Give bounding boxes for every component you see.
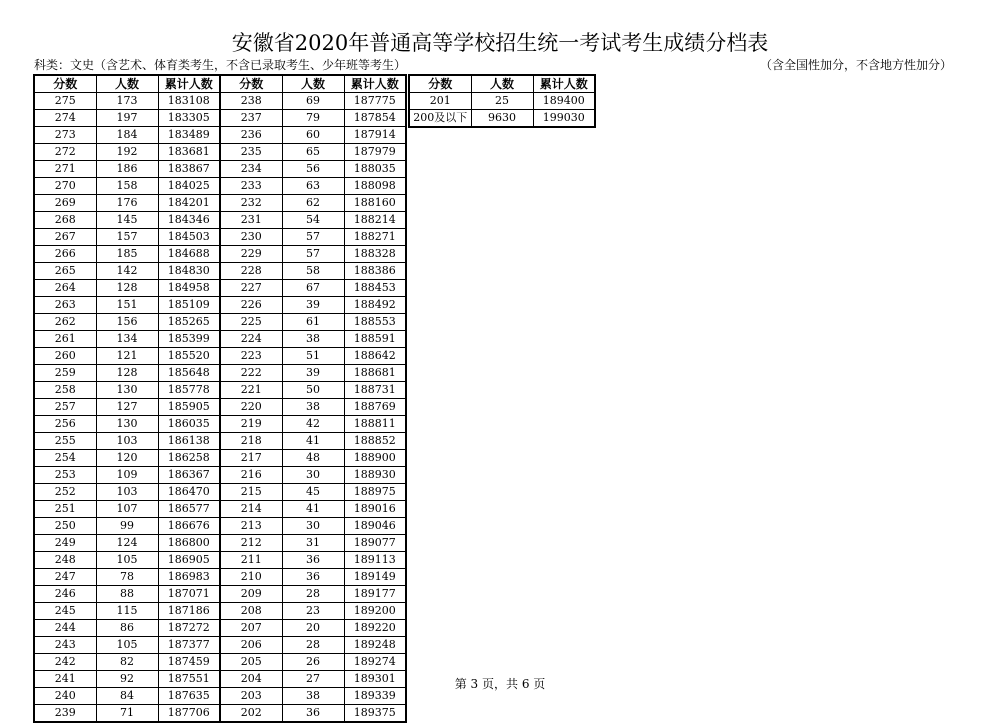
table-cell: 188591	[344, 331, 406, 348]
table-cell: 188975	[344, 484, 406, 501]
table-row	[34, 178, 406, 195]
table-row	[34, 518, 406, 535]
table-cell: 238	[220, 93, 282, 110]
table-cell: 189077	[344, 535, 406, 552]
table-row	[34, 705, 406, 723]
table-cell: 254	[34, 450, 96, 467]
page-footer: 第 3 页，共 6 页	[454, 677, 546, 691]
table-cell: 27	[282, 671, 344, 688]
table-cell: 173	[96, 93, 158, 110]
table-cell: 188160	[344, 195, 406, 212]
table-cell: 78	[96, 569, 158, 586]
table-cell: 214	[220, 501, 282, 518]
table-cell: 222	[220, 365, 282, 382]
table-cell: 128	[96, 280, 158, 297]
table-cell: 209	[220, 586, 282, 603]
header-cumulative: 累计人数	[158, 75, 220, 93]
table-cell: 189301	[344, 671, 406, 688]
table-cell: 185109	[158, 297, 220, 314]
table-cell: 145	[96, 212, 158, 229]
table-cell: 275	[34, 93, 96, 110]
table-cell: 220	[220, 399, 282, 416]
header-count: 人数	[471, 75, 533, 93]
table-cell: 183305	[158, 110, 220, 127]
table-cell: 188900	[344, 450, 406, 467]
table-cell: 57	[282, 229, 344, 246]
table-cell: 185399	[158, 331, 220, 348]
table-cell: 258	[34, 382, 96, 399]
bonus-note: （含全国性加分，不含地方性加分）	[759, 58, 952, 72]
table-cell: 42	[282, 416, 344, 433]
table-cell: 48	[282, 450, 344, 467]
table-cell: 57	[282, 246, 344, 263]
table-row	[409, 93, 595, 110]
table-cell: 187186	[158, 603, 220, 620]
table-cell: 185648	[158, 365, 220, 382]
table-cell: 188328	[344, 246, 406, 263]
table-cell: 158	[96, 178, 158, 195]
table-cell: 259	[34, 365, 96, 382]
table-cell: 188930	[344, 467, 406, 484]
table-cell: 188271	[344, 229, 406, 246]
table-cell: 184830	[158, 263, 220, 280]
table-cell: 39	[282, 297, 344, 314]
table-cell: 199030	[533, 110, 595, 128]
table-cell: 237	[220, 110, 282, 127]
table-cell: 216	[220, 467, 282, 484]
table-cell: 185778	[158, 382, 220, 399]
table-cell: 241	[34, 671, 96, 688]
table-cell: 187979	[344, 144, 406, 161]
table-cell: 229	[220, 246, 282, 263]
table-cell: 86	[96, 620, 158, 637]
table-cell: 187272	[158, 620, 220, 637]
table-cell: 253	[34, 467, 96, 484]
table-cell: 248	[34, 552, 96, 569]
table-cell: 67	[282, 280, 344, 297]
table-cell: 272	[34, 144, 96, 161]
table-cell: 260	[34, 348, 96, 365]
table-row	[34, 331, 406, 348]
table-cell: 274	[34, 110, 96, 127]
table-cell: 185265	[158, 314, 220, 331]
table-cell: 184025	[158, 178, 220, 195]
table-cell: 184958	[158, 280, 220, 297]
table-cell: 219	[220, 416, 282, 433]
table-header-row	[34, 75, 406, 93]
table-cell: 183489	[158, 127, 220, 144]
table-cell: 23	[282, 603, 344, 620]
table-cell: 82	[96, 654, 158, 671]
table-cell: 88	[96, 586, 158, 603]
table-cell: 63	[282, 178, 344, 195]
table-cell: 266	[34, 246, 96, 263]
table-cell: 223	[220, 348, 282, 365]
table-cell: 183867	[158, 161, 220, 178]
table-cell: 232	[220, 195, 282, 212]
header-count: 人数	[282, 75, 344, 93]
table-cell: 252	[34, 484, 96, 501]
table-cell: 120	[96, 450, 158, 467]
table-cell: 187914	[344, 127, 406, 144]
table-cell: 208	[220, 603, 282, 620]
table-cell: 188553	[344, 314, 406, 331]
table-cell: 60	[282, 127, 344, 144]
table-cell: 79	[282, 110, 344, 127]
table-row	[34, 637, 406, 654]
table-cell: 142	[96, 263, 158, 280]
table-cell: 189113	[344, 552, 406, 569]
table-cell: 269	[34, 195, 96, 212]
table-cell: 187071	[158, 586, 220, 603]
table-cell: 26	[282, 654, 344, 671]
table-cell: 134	[96, 331, 158, 348]
table-row	[34, 297, 406, 314]
header-cumulative: 累计人数	[533, 75, 595, 93]
table-cell: 41	[282, 433, 344, 450]
table-cell: 189200	[344, 603, 406, 620]
table-cell: 188386	[344, 263, 406, 280]
table-row	[34, 467, 406, 484]
header-score: 分数	[34, 75, 96, 93]
table-cell: 54	[282, 212, 344, 229]
table-cell: 38	[282, 331, 344, 348]
table-cell: 235	[220, 144, 282, 161]
table-row	[34, 127, 406, 144]
table-cell: 186905	[158, 552, 220, 569]
table-cell: 188214	[344, 212, 406, 229]
table-cell: 186035	[158, 416, 220, 433]
table-cell: 28	[282, 586, 344, 603]
table-cell: 151	[96, 297, 158, 314]
table-cell: 187551	[158, 671, 220, 688]
table-cell: 56	[282, 161, 344, 178]
header-cumulative: 累计人数	[344, 75, 406, 93]
table-cell: 186983	[158, 569, 220, 586]
table-cell: 202	[220, 705, 282, 723]
table-cell: 115	[96, 603, 158, 620]
table-cell: 65	[282, 144, 344, 161]
table-row	[34, 212, 406, 229]
table-cell: 188852	[344, 433, 406, 450]
table-cell: 228	[220, 263, 282, 280]
table-row	[409, 110, 595, 128]
table-cell: 71	[96, 705, 158, 723]
table-row	[34, 314, 406, 331]
table-cell: 103	[96, 433, 158, 450]
table-cell: 247	[34, 569, 96, 586]
table-cell: 188811	[344, 416, 406, 433]
table-cell: 211	[220, 552, 282, 569]
table-cell: 261	[34, 331, 96, 348]
table-cell: 186	[96, 161, 158, 178]
table-row	[34, 416, 406, 433]
table-cell: 156	[96, 314, 158, 331]
table-cell: 257	[34, 399, 96, 416]
table-cell: 39	[282, 365, 344, 382]
table-cell: 204	[220, 671, 282, 688]
table-cell: 224	[220, 331, 282, 348]
table-cell: 189339	[344, 688, 406, 705]
table-row	[34, 501, 406, 518]
table-row	[34, 535, 406, 552]
table-cell: 201	[409, 93, 471, 110]
table-cell: 227	[220, 280, 282, 297]
table-cell: 206	[220, 637, 282, 654]
table-cell: 234	[220, 161, 282, 178]
table-cell: 187377	[158, 637, 220, 654]
table-cell: 184346	[158, 212, 220, 229]
table-cell: 30	[282, 518, 344, 535]
table-cell: 36	[282, 705, 344, 723]
table-cell: 186367	[158, 467, 220, 484]
table-cell: 61	[282, 314, 344, 331]
table-row	[34, 450, 406, 467]
table-cell: 128	[96, 365, 158, 382]
table-cell: 38	[282, 688, 344, 705]
header-count: 人数	[96, 75, 158, 93]
table-cell: 51	[282, 348, 344, 365]
table-cell: 265	[34, 263, 96, 280]
table-cell: 185	[96, 246, 158, 263]
table-cell: 45	[282, 484, 344, 501]
table-row	[34, 569, 406, 586]
table-row	[34, 603, 406, 620]
table-cell: 176	[96, 195, 158, 212]
score-table-tail	[408, 74, 596, 128]
table-cell: 99	[96, 518, 158, 535]
table-row	[34, 161, 406, 178]
table-cell: 189274	[344, 654, 406, 671]
table-cell: 186676	[158, 518, 220, 535]
table-cell: 189248	[344, 637, 406, 654]
table-row	[34, 382, 406, 399]
table-cell: 255	[34, 433, 96, 450]
table-cell: 69	[282, 93, 344, 110]
table-cell: 186138	[158, 433, 220, 450]
table-cell: 189016	[344, 501, 406, 518]
table-cell: 41	[282, 501, 344, 518]
table-row	[34, 620, 406, 637]
table-cell: 30	[282, 467, 344, 484]
table-cell: 187706	[158, 705, 220, 723]
table-cell: 186258	[158, 450, 220, 467]
table-cell: 103	[96, 484, 158, 501]
table-cell: 20	[282, 620, 344, 637]
table-cell: 186470	[158, 484, 220, 501]
table-row	[34, 229, 406, 246]
table-header-row	[409, 75, 595, 93]
table-row	[34, 484, 406, 501]
table-cell: 192	[96, 144, 158, 161]
table-cell: 25	[471, 93, 533, 110]
table-cell: 197	[96, 110, 158, 127]
table-cell: 256	[34, 416, 96, 433]
table-cell: 231	[220, 212, 282, 229]
table-cell: 189400	[533, 93, 595, 110]
table-cell: 268	[34, 212, 96, 229]
table-cell: 189375	[344, 705, 406, 723]
table-cell: 271	[34, 161, 96, 178]
table-cell: 36	[282, 569, 344, 586]
header-score: 分数	[220, 75, 282, 93]
table-cell: 36	[282, 552, 344, 569]
table-cell: 127	[96, 399, 158, 416]
table-row	[34, 365, 406, 382]
table-cell: 244	[34, 620, 96, 637]
table-row	[34, 348, 406, 365]
table-row	[34, 433, 406, 450]
table-cell: 28	[282, 637, 344, 654]
table-cell: 187775	[344, 93, 406, 110]
table-cell: 226	[220, 297, 282, 314]
table-cell: 58	[282, 263, 344, 280]
table-cell: 215	[220, 484, 282, 501]
table-cell: 218	[220, 433, 282, 450]
score-table-main	[33, 74, 407, 723]
table-cell: 130	[96, 416, 158, 433]
table-cell: 38	[282, 399, 344, 416]
table-cell: 207	[220, 620, 282, 637]
table-cell: 187459	[158, 654, 220, 671]
table-cell: 189220	[344, 620, 406, 637]
table-row	[34, 246, 406, 263]
table-cell: 273	[34, 127, 96, 144]
table-cell: 243	[34, 637, 96, 654]
table-cell: 251	[34, 501, 96, 518]
table-cell: 250	[34, 518, 96, 535]
table-cell: 185905	[158, 399, 220, 416]
table-cell: 92	[96, 671, 158, 688]
category-note: 科类：文史（含艺术、体育类考生，不含已录取考生、少年班等考生）	[34, 58, 407, 72]
table-cell: 189046	[344, 518, 406, 535]
table-cell: 31	[282, 535, 344, 552]
table-cell: 188731	[344, 382, 406, 399]
table-cell: 186577	[158, 501, 220, 518]
table-cell: 188642	[344, 348, 406, 365]
table-cell: 184201	[158, 195, 220, 212]
table-cell: 242	[34, 654, 96, 671]
header-score: 分数	[409, 75, 471, 93]
table-cell: 184688	[158, 246, 220, 263]
table-cell: 230	[220, 229, 282, 246]
table-cell: 105	[96, 637, 158, 654]
table-cell: 107	[96, 501, 158, 518]
table-cell: 184	[96, 127, 158, 144]
table-cell: 130	[96, 382, 158, 399]
table-row	[34, 552, 406, 569]
table-cell: 124	[96, 535, 158, 552]
table-row	[34, 399, 406, 416]
table-cell: 233	[220, 178, 282, 195]
table-cell: 246	[34, 586, 96, 603]
table-cell: 105	[96, 552, 158, 569]
table-cell: 157	[96, 229, 158, 246]
table-cell: 239	[34, 705, 96, 723]
table-cell: 9630	[471, 110, 533, 128]
table-cell: 109	[96, 467, 158, 484]
table-cell: 84	[96, 688, 158, 705]
table-row	[34, 280, 406, 297]
table-cell: 189149	[344, 569, 406, 586]
table-row	[34, 263, 406, 280]
table-cell: 245	[34, 603, 96, 620]
table-cell: 183108	[158, 93, 220, 110]
table-row	[34, 110, 406, 127]
table-cell: 213	[220, 518, 282, 535]
table-cell: 240	[34, 688, 96, 705]
table-cell: 185520	[158, 348, 220, 365]
table-row	[34, 586, 406, 603]
table-cell: 200及以下	[409, 110, 471, 128]
table-cell: 264	[34, 280, 96, 297]
table-cell: 210	[220, 569, 282, 586]
table-cell: 121	[96, 348, 158, 365]
table-cell: 188492	[344, 297, 406, 314]
table-cell: 189177	[344, 586, 406, 603]
page-title: 安徽省2020年普通高等学校招生统一考试考生成绩分档表	[231, 31, 769, 55]
table-cell: 188769	[344, 399, 406, 416]
table-cell: 267	[34, 229, 96, 246]
table-cell: 50	[282, 382, 344, 399]
table-cell: 62	[282, 195, 344, 212]
table-cell: 249	[34, 535, 96, 552]
table-cell: 188035	[344, 161, 406, 178]
table-cell: 203	[220, 688, 282, 705]
table-row	[34, 144, 406, 161]
table-cell: 205	[220, 654, 282, 671]
table-cell: 262	[34, 314, 96, 331]
table-cell: 183681	[158, 144, 220, 161]
table-row	[34, 195, 406, 212]
table-cell: 263	[34, 297, 96, 314]
table-cell: 187635	[158, 688, 220, 705]
table-cell: 270	[34, 178, 96, 195]
table-cell: 186800	[158, 535, 220, 552]
table-cell: 184503	[158, 229, 220, 246]
table-cell: 236	[220, 127, 282, 144]
table-cell: 187854	[344, 110, 406, 127]
table-cell: 188681	[344, 365, 406, 382]
table-cell: 225	[220, 314, 282, 331]
table-cell: 188098	[344, 178, 406, 195]
table-cell: 221	[220, 382, 282, 399]
table-cell: 217	[220, 450, 282, 467]
table-row	[34, 654, 406, 671]
table-cell: 188453	[344, 280, 406, 297]
table-cell: 212	[220, 535, 282, 552]
table-row	[34, 93, 406, 110]
